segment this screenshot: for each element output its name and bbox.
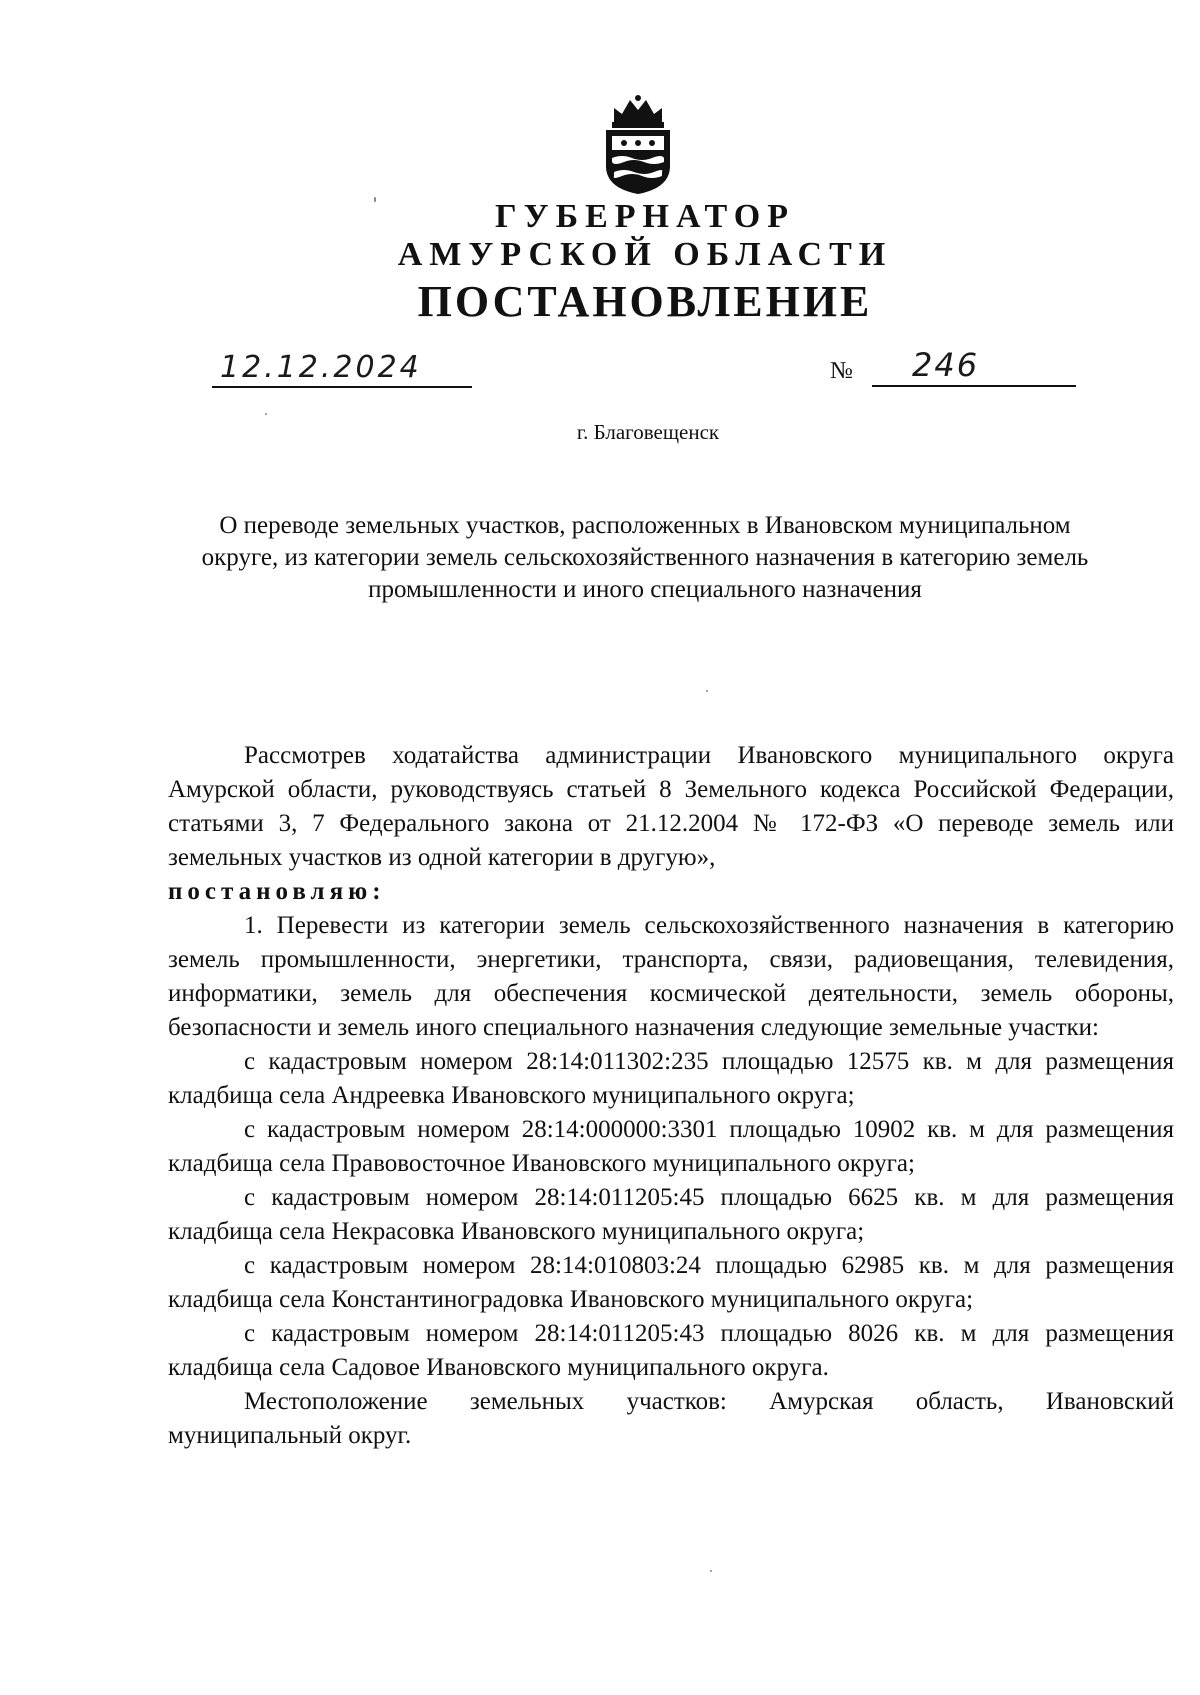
parcel-paragraph: с кадастровым номером 28:14:010803:24 площадью 62985 кв. м для размещения кладбища села Константиноградовка Ивановского муниципального округа;	[168, 1252, 1174, 1313]
date-underline	[212, 386, 472, 388]
issuer-title: ГУБЕРНАТОР	[495, 198, 795, 235]
preamble-paragraph: Рассмотрев ходатайства администрации Ивановского муниципального округа Амурской области, руководствуясь статьей 8 Земельного кодекса Российской Федерации, статьями 3, 7 Федерального закона от 21.12.2004 № 172-ФЗ «О переводе земель или земельных участков из одной категории в другую»,	[168, 742, 1174, 871]
city-name: г. Благовещенск	[576, 420, 720, 444]
document-subject: О переводе земельных участков, расположенных в Ивановском муниципальном округе, из категории земель сельскохозяйственного назначения в категорию земель промышленности и иного специального назначения	[201, 512, 1089, 603]
parcel-paragraph: с кадастровым номером 28:14:011302:235 площадью 12575 кв. м для размещения кладбища села Андреевка Ивановского муниципального округа;	[168, 1048, 1174, 1109]
handwritten-number: 246	[912, 346, 980, 384]
location-paragraph: Местоположение земельных участков: Амурская область, Ивановский муниципальный округ.	[168, 1388, 1174, 1449]
scan-speck	[706, 690, 708, 692]
scan-speck	[265, 413, 267, 415]
handwritten-date: 12.12.2024	[220, 350, 422, 385]
number-label: №	[830, 358, 853, 384]
parcel-paragraph: с кадастровым номером 28:14:011205:43 площадью 8026 кв. м для размещения кладбища села Садовое Ивановского муниципального округа.	[168, 1320, 1174, 1381]
item-1-paragraph: 1. Перевести из категории земель сельскохозяйственного назначения в категорию земель промышленности, энергетики, транспорта, связи, радиовещания, телевидения, информатики, земель для обеспечения космической деятельности, земель обороны, безопасности и земель иного специального назначения следующие земельные участки:	[168, 912, 1174, 1041]
document-body	[168, 739, 1174, 1453]
document-type: ПОСТАНОВЛЕНИЕ	[417, 277, 873, 326]
number-underline	[872, 385, 1076, 387]
issuer-region: АМУРСКОЙ ОБЛАСТИ	[397, 236, 893, 273]
scan-speck	[710, 1570, 712, 1572]
parcel-paragraph: с кадастровым номером 28:14:011205:45 площадью 6625 кв. м для размещения кладбища села Некрасовка Ивановского муниципального округа;	[168, 1184, 1174, 1245]
coat-of-arms-icon	[600, 92, 676, 196]
resolve-word: постановляю:	[168, 878, 386, 905]
scan-speck	[374, 197, 376, 202]
date-field	[212, 350, 472, 390]
parcel-paragraph: с кадастровым номером 28:14:000000:3301 площадью 10902 кв. м для размещения кладбища села Правовосточное Ивановского муниципального округа;	[168, 1116, 1174, 1177]
